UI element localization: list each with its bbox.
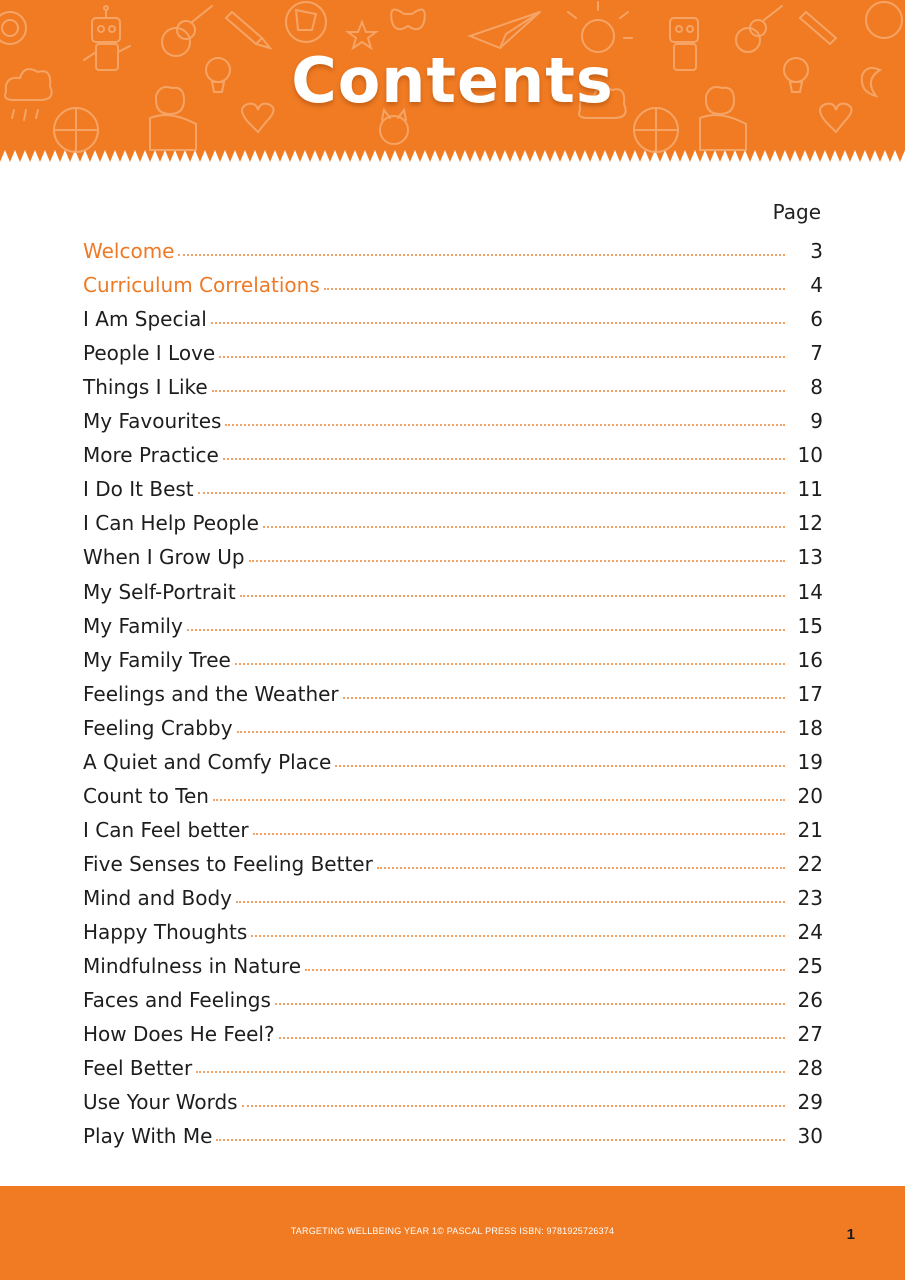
toc-entry[interactable] bbox=[83, 331, 823, 365]
toc-entry[interactable] bbox=[83, 774, 823, 808]
dot-leader bbox=[279, 1037, 785, 1039]
toc-entry-title: Mindfulness in Nature bbox=[83, 954, 302, 979]
toc-entry[interactable] bbox=[83, 569, 823, 603]
toc-entry[interactable] bbox=[83, 365, 823, 399]
toc-entry-title: My Self-Portrait bbox=[83, 579, 236, 604]
dot-leader bbox=[242, 1105, 785, 1107]
toc-entry-page: 3 bbox=[810, 239, 823, 264]
toc-entry[interactable] bbox=[83, 399, 823, 433]
toc-entry-title: More Practice bbox=[83, 443, 219, 468]
toc-entry-title: Things I Like bbox=[83, 375, 208, 400]
toc-entry-page: 30 bbox=[797, 1124, 823, 1149]
dot-leader bbox=[249, 560, 785, 562]
toc-entry[interactable] bbox=[83, 433, 823, 467]
toc-entry-title: How Does He Feel? bbox=[83, 1022, 275, 1047]
toc-entry-page: 22 bbox=[797, 851, 823, 876]
toc-entry[interactable] bbox=[83, 604, 823, 638]
toc-entry[interactable] bbox=[83, 876, 823, 910]
toc-entry[interactable] bbox=[83, 297, 823, 331]
dot-leader bbox=[219, 356, 785, 358]
toc-entry-title: I Can Help People bbox=[83, 511, 259, 536]
dot-leader bbox=[198, 492, 785, 494]
page-column-heading: Page bbox=[772, 200, 821, 224]
toc-entry-title: Happy Thoughts bbox=[83, 919, 248, 944]
toc-entry-title: I Do It Best bbox=[83, 477, 194, 502]
toc-entry-page: 28 bbox=[797, 1056, 823, 1081]
toc-entry-title: Welcome bbox=[83, 239, 175, 264]
toc-entry[interactable] bbox=[83, 1046, 823, 1080]
toc-entry[interactable] bbox=[83, 535, 823, 569]
toc-entry-page: 17 bbox=[797, 681, 823, 706]
toc-entry-page: 18 bbox=[797, 715, 823, 740]
toc-entry-page: 13 bbox=[797, 545, 823, 570]
toc-entry[interactable] bbox=[83, 467, 823, 501]
dot-leader bbox=[335, 765, 785, 767]
dot-leader bbox=[225, 424, 785, 426]
dot-leader bbox=[196, 1071, 785, 1073]
toc-entry-page: 27 bbox=[797, 1022, 823, 1047]
dot-leader bbox=[216, 1139, 785, 1141]
toc-entry[interactable] bbox=[83, 706, 823, 740]
toc-entry-page: 24 bbox=[797, 919, 823, 944]
dot-leader bbox=[237, 731, 785, 733]
dot-leader bbox=[263, 526, 785, 528]
toc-entry[interactable] bbox=[83, 638, 823, 672]
toc-entry-title: People I Love bbox=[83, 341, 216, 366]
dot-leader bbox=[305, 969, 785, 971]
dot-leader bbox=[275, 1003, 785, 1005]
dot-leader bbox=[343, 697, 785, 699]
toc-entry-title: Faces and Feelings bbox=[83, 988, 271, 1013]
toc-entry-page: 25 bbox=[797, 954, 823, 979]
toc-entry-page: 19 bbox=[797, 749, 823, 774]
toc-entry-page: 7 bbox=[810, 341, 823, 366]
toc-entry-title: My Family bbox=[83, 613, 183, 638]
toc-entry-title: A Quiet and Comfy Place bbox=[83, 749, 332, 774]
toc-entry-page: 20 bbox=[797, 783, 823, 808]
toc-entry-page: 4 bbox=[810, 273, 823, 298]
toc-entry[interactable] bbox=[83, 740, 823, 774]
toc-entry[interactable] bbox=[83, 1080, 823, 1114]
toc-entry-title: I Can Feel better bbox=[83, 817, 249, 842]
toc-entry-page: 12 bbox=[797, 511, 823, 536]
toc-entry-title: My Favourites bbox=[83, 409, 222, 434]
toc-entry-page: 14 bbox=[797, 579, 823, 604]
toc-entry-page: 21 bbox=[797, 817, 823, 842]
toc-entry-page: 15 bbox=[797, 613, 823, 638]
toc-entry-page: 6 bbox=[810, 307, 823, 332]
dot-leader bbox=[240, 595, 785, 597]
toc-entry-title: Mind and Body bbox=[83, 885, 233, 910]
toc-entry[interactable] bbox=[83, 1012, 823, 1046]
dot-leader bbox=[236, 901, 785, 903]
toc-entry-title: Use Your Words bbox=[83, 1090, 238, 1115]
toc-entry-title: Play With Me bbox=[83, 1124, 213, 1149]
dot-leader bbox=[377, 867, 785, 869]
toc-entry-title: Count to Ten bbox=[83, 783, 209, 808]
toc-entry[interactable] bbox=[83, 501, 823, 535]
toc-entry[interactable] bbox=[83, 944, 823, 978]
toc-entry-page: 9 bbox=[810, 409, 823, 434]
toc-entry[interactable] bbox=[83, 842, 823, 876]
dot-leader bbox=[212, 390, 785, 392]
dot-leader bbox=[324, 288, 785, 290]
toc-entry-title: I Am Special bbox=[83, 307, 207, 332]
dot-leader bbox=[187, 629, 785, 631]
toc-entry[interactable] bbox=[83, 1114, 823, 1148]
page-title: Contents bbox=[291, 44, 614, 117]
header-banner bbox=[0, 0, 905, 162]
dot-leader bbox=[211, 322, 785, 324]
dot-leader bbox=[253, 833, 785, 835]
toc-entry-title: Feelings and the Weather bbox=[83, 681, 339, 706]
toc-entry[interactable] bbox=[83, 229, 823, 263]
toc-entry-title: Feeling Crabby bbox=[83, 715, 233, 740]
toc-entry-page: 23 bbox=[797, 885, 823, 910]
toc-entry[interactable] bbox=[83, 808, 823, 842]
table-of-contents bbox=[83, 229, 823, 1148]
toc-entry-page: 8 bbox=[810, 375, 823, 400]
toc-entry-title: Curriculum Correlations bbox=[83, 273, 320, 298]
toc-entry-page: 26 bbox=[797, 988, 823, 1013]
footer-copyright: TARGETING WELLBEING YEAR 1© PASCAL PRESS ISBN: 9781925726374 bbox=[290, 1226, 615, 1236]
toc-entry-page: 29 bbox=[797, 1090, 823, 1115]
dot-leader bbox=[251, 935, 785, 937]
toc-entry[interactable] bbox=[83, 978, 823, 1012]
toc-entry-page: 11 bbox=[797, 477, 823, 502]
toc-entry-page: 16 bbox=[797, 647, 823, 672]
toc-entry[interactable] bbox=[83, 672, 823, 706]
toc-entry-page: 10 bbox=[797, 443, 823, 468]
page-number: 1 bbox=[846, 1226, 855, 1243]
dot-leader bbox=[178, 254, 785, 256]
footer-bar bbox=[0, 1186, 905, 1280]
toc-entry[interactable] bbox=[83, 910, 823, 944]
toc-entry-title: When I Grow Up bbox=[83, 545, 245, 570]
toc-entry[interactable] bbox=[83, 263, 823, 297]
dot-leader bbox=[235, 663, 785, 665]
dot-leader bbox=[213, 799, 785, 801]
toc-entry-title: My Family Tree bbox=[83, 647, 231, 672]
toc-entry-title: Feel Better bbox=[83, 1056, 193, 1081]
dot-leader bbox=[223, 458, 785, 460]
toc-entry-title: Five Senses to Feeling Better bbox=[83, 851, 373, 876]
